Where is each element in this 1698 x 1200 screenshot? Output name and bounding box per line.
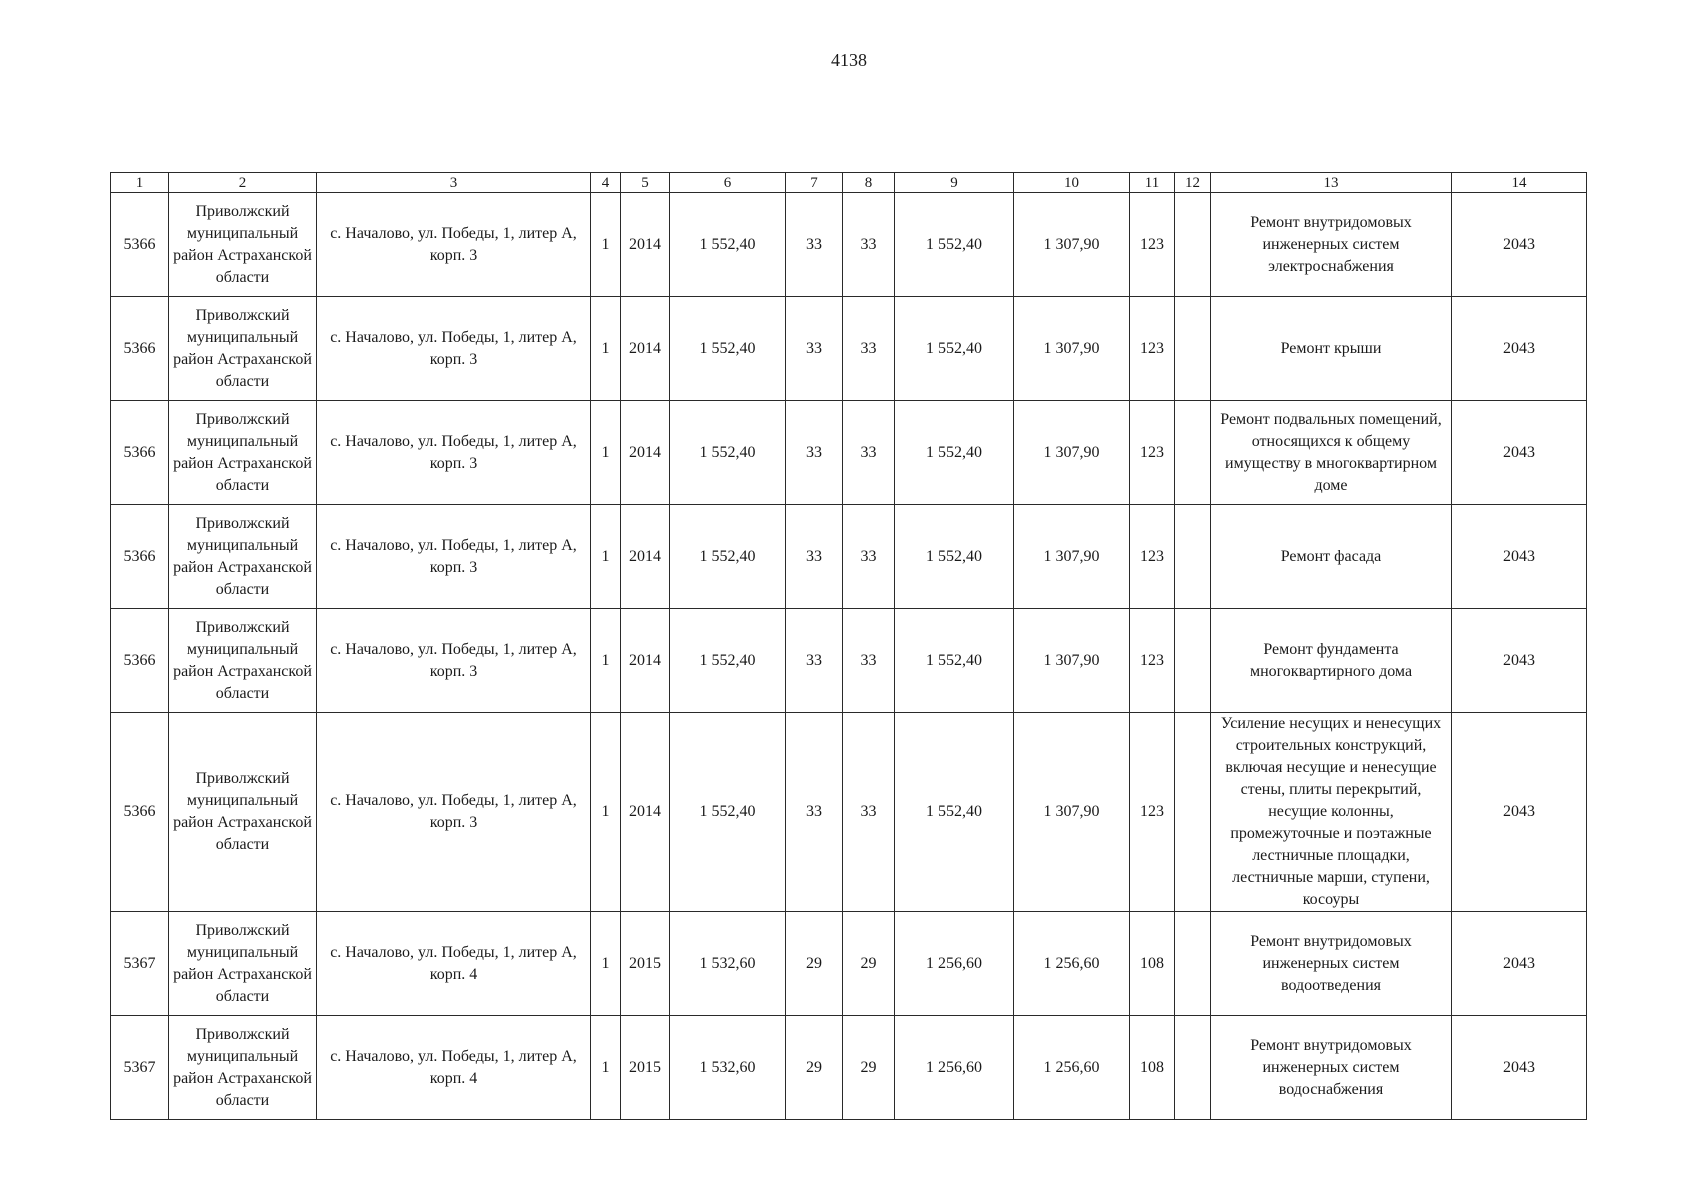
column-header-9: 9 [895, 173, 1014, 193]
cell-col-6: 1 552,40 [670, 193, 786, 297]
cell-col-14: 2043 [1452, 297, 1587, 401]
table-row [111, 713, 1587, 912]
cell-col-8: 29 [843, 912, 895, 1016]
cell-col-11: 123 [1130, 713, 1175, 912]
cell-col-14: 2043 [1452, 193, 1587, 297]
cell-col-9: 1 552,40 [895, 505, 1014, 609]
table-row [111, 505, 1587, 609]
cell-col-11: 123 [1130, 297, 1175, 401]
cell-col-4: 1 [591, 609, 621, 713]
cell-col-2: Приволжский муниципальный район Астраханской области [169, 401, 317, 505]
table-row [111, 193, 1587, 297]
cell-col-10: 1 307,90 [1014, 401, 1130, 505]
cell-col-13: Ремонт внутридомовых инженерных систем водоотведения [1211, 912, 1452, 1016]
cell-col-10: 1 256,60 [1014, 1016, 1130, 1120]
cell-col-3: с. Началово, ул. Победы, 1, литер А, корп. 3 [317, 609, 591, 713]
cell-col-8: 33 [843, 401, 895, 505]
cell-col-3: с. Началово, ул. Победы, 1, литер А, корп. 3 [317, 297, 591, 401]
cell-col-13: Ремонт фасада [1211, 505, 1452, 609]
cell-col-5: 2014 [621, 609, 670, 713]
cell-col-14: 2043 [1452, 713, 1587, 912]
cell-col-7: 33 [786, 713, 843, 912]
cell-col-8: 33 [843, 297, 895, 401]
cell-col-8: 29 [843, 1016, 895, 1120]
cell-col-6: 1 552,40 [670, 609, 786, 713]
cell-col-10: 1 307,90 [1014, 609, 1130, 713]
column-header-10: 10 [1014, 173, 1130, 193]
cell-col-9: 1 552,40 [895, 713, 1014, 912]
cell-col-3: с. Началово, ул. Победы, 1, литер А, корп. 4 [317, 912, 591, 1016]
cell-col-9: 1 552,40 [895, 193, 1014, 297]
cell-col-12 [1175, 297, 1211, 401]
cell-col-12 [1175, 401, 1211, 505]
cell-col-14: 2043 [1452, 401, 1587, 505]
cell-col-1: 5366 [111, 713, 169, 912]
cell-col-2: Приволжский муниципальный район Астраханской области [169, 193, 317, 297]
cell-col-6: 1 552,40 [670, 401, 786, 505]
cell-col-8: 33 [843, 713, 895, 912]
cell-col-1: 5366 [111, 609, 169, 713]
cell-col-11: 123 [1130, 401, 1175, 505]
cell-col-12 [1175, 1016, 1211, 1120]
cell-col-13: Ремонт подвальных помещений, относящихся к общему имуществу в многоквартирном доме [1211, 401, 1452, 505]
cell-col-9: 1 552,40 [895, 297, 1014, 401]
cell-col-3: с. Началово, ул. Победы, 1, литер А, корп. 3 [317, 505, 591, 609]
cell-col-10: 1 256,60 [1014, 912, 1130, 1016]
cell-col-10: 1 307,90 [1014, 297, 1130, 401]
cell-col-3: с. Началово, ул. Победы, 1, литер А, корп. 3 [317, 713, 591, 912]
column-header-5: 5 [621, 173, 670, 193]
cell-col-5: 2014 [621, 505, 670, 609]
column-header-8: 8 [843, 173, 895, 193]
column-header-6: 6 [670, 173, 786, 193]
cell-col-12 [1175, 193, 1211, 297]
cell-col-14: 2043 [1452, 505, 1587, 609]
table-header [111, 173, 1587, 193]
column-header-3: 3 [317, 173, 591, 193]
cell-col-11: 123 [1130, 609, 1175, 713]
column-header-11: 11 [1130, 173, 1175, 193]
cell-col-5: 2014 [621, 713, 670, 912]
cell-col-5: 2015 [621, 1016, 670, 1120]
cell-col-12 [1175, 713, 1211, 912]
column-header-1: 1 [111, 173, 169, 193]
cell-col-6: 1 532,60 [670, 912, 786, 1016]
cell-col-13: Ремонт фундамента многоквартирного дома [1211, 609, 1452, 713]
cell-col-4: 1 [591, 1016, 621, 1120]
cell-col-9: 1 552,40 [895, 609, 1014, 713]
cell-col-4: 1 [591, 912, 621, 1016]
cell-col-1: 5366 [111, 297, 169, 401]
cell-col-7: 29 [786, 1016, 843, 1120]
cell-col-11: 123 [1130, 505, 1175, 609]
column-header-2: 2 [169, 173, 317, 193]
cell-col-10: 1 307,90 [1014, 193, 1130, 297]
cell-col-5: 2014 [621, 297, 670, 401]
cell-col-13: Ремонт внутридомовых инженерных систем водоснабжения [1211, 1016, 1452, 1120]
cell-col-7: 33 [786, 193, 843, 297]
cell-col-11: 108 [1130, 912, 1175, 1016]
column-header-14: 14 [1452, 173, 1587, 193]
cell-col-7: 33 [786, 609, 843, 713]
cell-col-12 [1175, 609, 1211, 713]
cell-col-13: Ремонт крыши [1211, 297, 1452, 401]
cell-col-12 [1175, 505, 1211, 609]
cell-col-5: 2015 [621, 912, 670, 1016]
cell-col-14: 2043 [1452, 609, 1587, 713]
cell-col-10: 1 307,90 [1014, 505, 1130, 609]
cell-col-4: 1 [591, 297, 621, 401]
table-row [111, 609, 1587, 713]
table-row [111, 912, 1587, 1016]
cell-col-10: 1 307,90 [1014, 713, 1130, 912]
cell-col-1: 5366 [111, 193, 169, 297]
cell-col-2: Приволжский муниципальный район Астраханской области [169, 1016, 317, 1120]
cell-col-7: 33 [786, 297, 843, 401]
column-header-12: 12 [1175, 173, 1211, 193]
cell-col-9: 1 256,60 [895, 1016, 1014, 1120]
cell-col-6: 1 552,40 [670, 505, 786, 609]
capital-repair-table [110, 172, 1587, 1120]
cell-col-7: 29 [786, 912, 843, 1016]
cell-col-3: с. Началово, ул. Победы, 1, литер А, корп. 3 [317, 193, 591, 297]
cell-col-7: 33 [786, 401, 843, 505]
cell-col-6: 1 532,60 [670, 1016, 786, 1120]
cell-col-1: 5366 [111, 401, 169, 505]
cell-col-2: Приволжский муниципальный район Астраханской области [169, 297, 317, 401]
cell-col-2: Приволжский муниципальный район Астраханской области [169, 505, 317, 609]
cell-col-14: 2043 [1452, 912, 1587, 1016]
cell-col-13: Усиление несущих и ненесущих строительных конструкций, включая несущие и ненесущие стены, плиты перекрытий, несущие колонны, промежуточные и поэтажные лестничные площадки, лестничные марши, ступени, косоуры [1211, 713, 1452, 912]
cell-col-2: Приволжский муниципальный район Астраханской области [169, 912, 317, 1016]
cell-col-3: с. Началово, ул. Победы, 1, литер А, корп. 4 [317, 1016, 591, 1120]
cell-col-14: 2043 [1452, 1016, 1587, 1120]
cell-col-9: 1 552,40 [895, 401, 1014, 505]
cell-col-6: 1 552,40 [670, 297, 786, 401]
cell-col-7: 33 [786, 505, 843, 609]
cell-col-6: 1 552,40 [670, 713, 786, 912]
cell-col-1: 5367 [111, 912, 169, 1016]
cell-col-11: 108 [1130, 1016, 1175, 1120]
column-header-4: 4 [591, 173, 621, 193]
table-row [111, 297, 1587, 401]
cell-col-8: 33 [843, 505, 895, 609]
cell-col-4: 1 [591, 193, 621, 297]
column-header-13: 13 [1211, 173, 1452, 193]
cell-col-12 [1175, 912, 1211, 1016]
cell-col-9: 1 256,60 [895, 912, 1014, 1016]
table-body [111, 193, 1587, 1120]
table-row [111, 401, 1587, 505]
page-number: 4138 [831, 50, 867, 70]
header-row [111, 173, 1587, 193]
table-row [111, 1016, 1587, 1120]
cell-col-11: 123 [1130, 193, 1175, 297]
cell-col-2: Приволжский муниципальный район Астраханской области [169, 609, 317, 713]
cell-col-4: 1 [591, 401, 621, 505]
cell-col-8: 33 [843, 609, 895, 713]
cell-col-1: 5366 [111, 505, 169, 609]
cell-col-2: Приволжский муниципальный район Астраханской области [169, 713, 317, 912]
cell-col-1: 5367 [111, 1016, 169, 1120]
cell-col-3: с. Началово, ул. Победы, 1, литер А, корп. 3 [317, 401, 591, 505]
cell-col-4: 1 [591, 713, 621, 912]
cell-col-5: 2014 [621, 401, 670, 505]
cell-col-4: 1 [591, 505, 621, 609]
cell-col-13: Ремонт внутридомовых инженерных систем электроснабжения [1211, 193, 1452, 297]
cell-col-8: 33 [843, 193, 895, 297]
column-header-7: 7 [786, 173, 843, 193]
cell-col-5: 2014 [621, 193, 670, 297]
